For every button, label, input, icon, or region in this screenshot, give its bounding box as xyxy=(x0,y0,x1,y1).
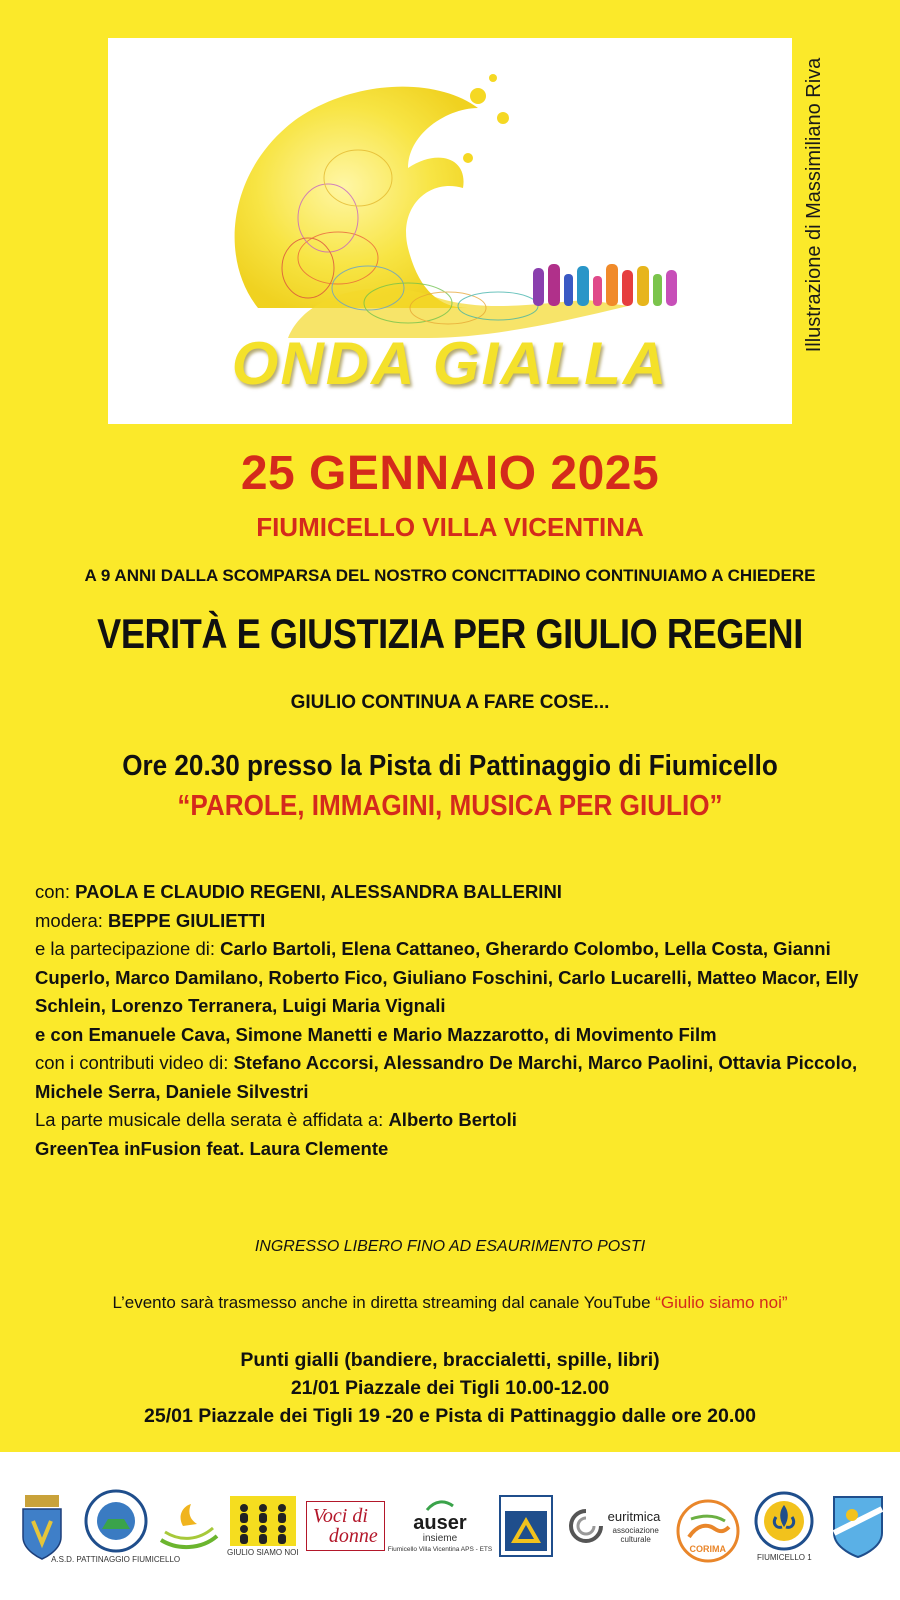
points-line-1: Punti gialli (bandiere, braccialetti, spille, libri) xyxy=(240,1349,660,1371)
streaming-note xyxy=(0,1293,900,1313)
yellow-points-info xyxy=(0,1346,900,1430)
streaming-text: L’evento sarà trasmesso anche in diretta streaming dal canale YouTube xyxy=(112,1293,656,1312)
civil-protection-icon xyxy=(499,1495,553,1557)
corima-name: CORIMA xyxy=(689,1543,726,1554)
people-silhouettes-icon xyxy=(230,1496,296,1546)
skating-badge-icon xyxy=(84,1489,148,1553)
auser-logo xyxy=(387,1478,493,1574)
scout-agesci-logo xyxy=(750,1478,818,1574)
youtube-channel-name: “Giulio siamo noi” xyxy=(655,1293,788,1312)
points-line-3: 25/01 Piazzale dei Tigli 19 -20 e Pista di Pattinaggio dalle ore 20.00 xyxy=(144,1405,756,1427)
auser-caption: Fiumicello Villa Vicentina APS - ETS xyxy=(387,1546,493,1553)
movimento-line xyxy=(35,1021,875,1050)
show-title: “PAROLE, IMMAGINI, MUSICA PER GIULIO” xyxy=(177,790,723,822)
voci-di-donne-logo xyxy=(302,1478,388,1574)
music-name: Alberto Bertoli xyxy=(388,1109,517,1130)
moderator-label: modera: xyxy=(35,909,109,931)
video-label: con i contributi video di: xyxy=(35,1052,234,1073)
corima-logo xyxy=(671,1478,745,1574)
event-subtitle: A 9 ANNI DALLA SCOMPARSA DEL NOSTRO CONCITTADINO CONTINUIAMO A CHIEDERE xyxy=(84,566,816,585)
sponsor-footer xyxy=(0,1452,900,1600)
auser-subtitle: insieme xyxy=(422,1533,458,1544)
school-shield-logo xyxy=(824,1478,892,1574)
video-line xyxy=(35,1049,875,1106)
auser-name: auser xyxy=(413,1512,467,1534)
headline: VERITÀ E GIUSTIZIA PER GIULIO REGENI xyxy=(97,610,803,657)
skating-club-caption: A.S.D. PATTINAGGIO FIUMICELLO xyxy=(51,1554,181,1564)
music-label: La parte musicale della serata è affidata a: xyxy=(35,1109,389,1130)
illustration-credit: Illustrazione di Massimiliano Riva xyxy=(803,57,825,353)
sponsor-logos xyxy=(8,1466,892,1586)
free-entry-note: INGRESSO LIBERO FINO AD ESAURIMENTO POSTI xyxy=(254,1238,646,1255)
time-place: Ore 20.30 presso la Pista di Pattinaggio di Fiumicello xyxy=(122,750,778,782)
guests-line xyxy=(35,878,875,907)
moderator-line xyxy=(35,907,875,936)
voci-di-donne-line-1: Voci di xyxy=(312,1505,368,1527)
scout-lily-icon xyxy=(754,1491,814,1551)
program-details xyxy=(35,878,875,1163)
participants-line xyxy=(35,935,875,1021)
giulio-siamo-noi-caption: GIULIO SIAMO NOI xyxy=(227,1547,299,1557)
event-place: FIUMICELLO VILLA VICENTINA xyxy=(256,512,644,542)
euritmica-swirl-icon xyxy=(567,1507,605,1545)
participants-label: e la partecipazione di: xyxy=(35,938,221,959)
scout-caption: FIUMICELLO 1 xyxy=(757,1552,812,1562)
green-wave-icon xyxy=(157,1500,221,1552)
participants-names: Carlo Bartoli, Elena Cattaneo, Gherardo Colombo, Lella Costa, Gianni Cuperlo, Marco Damilano, Roberto Fico, Giuliano Foschini, Carlo Lucarelli, Matteo Macor, Elly Schlein, Lorenzo Terranera, Luigi Maria Vignali xyxy=(35,938,859,1016)
tagline: GIULIO CONTINUA A FARE COSE... xyxy=(290,692,610,713)
event-date: 25 GENNAIO 2025 xyxy=(240,447,660,500)
music-line-2 xyxy=(35,1135,875,1164)
green-wave-logo xyxy=(155,1478,223,1574)
voci-di-donne-line-2: donne xyxy=(328,1525,378,1547)
video-names: Stefano Accorsi, Alessandro De Marchi, Marco Paolini, Ottavia Piccolo, Michele Serra, Daniele Silvestri xyxy=(35,1052,858,1102)
civil-protection-logo xyxy=(492,1478,560,1574)
hero-illustration xyxy=(108,38,792,424)
crest-icon xyxy=(19,1491,65,1561)
hero-title: ONDA GIALLA xyxy=(231,330,669,397)
music-line xyxy=(35,1106,875,1135)
euritmica-logo xyxy=(565,1478,665,1574)
music-name-2: GreenTea inFusion feat. Laura Clemente xyxy=(35,1137,389,1159)
movimento-text: e con Emanuele Cava, Simone Manetti e Mario Mazzarotto, di Movimento Film xyxy=(35,1023,717,1045)
guests-label: con: xyxy=(35,881,76,902)
giulio-siamo-noi-logo xyxy=(229,1478,297,1574)
euritmica-name: euritmica xyxy=(607,1508,661,1524)
euritmica-subtitle: associazione culturale xyxy=(612,1525,659,1544)
guests-names: PAOLA E CLAUDIO REGENI, ALESSANDRA BALLERINI xyxy=(75,881,562,902)
skating-club-logo xyxy=(51,1478,181,1574)
points-line-2: 21/01 Piazzale dei Tigli 10.00-12.00 xyxy=(290,1377,610,1399)
shield-icon xyxy=(830,1493,886,1559)
moderator-name: BEPPE GIULIETTI xyxy=(108,909,266,931)
